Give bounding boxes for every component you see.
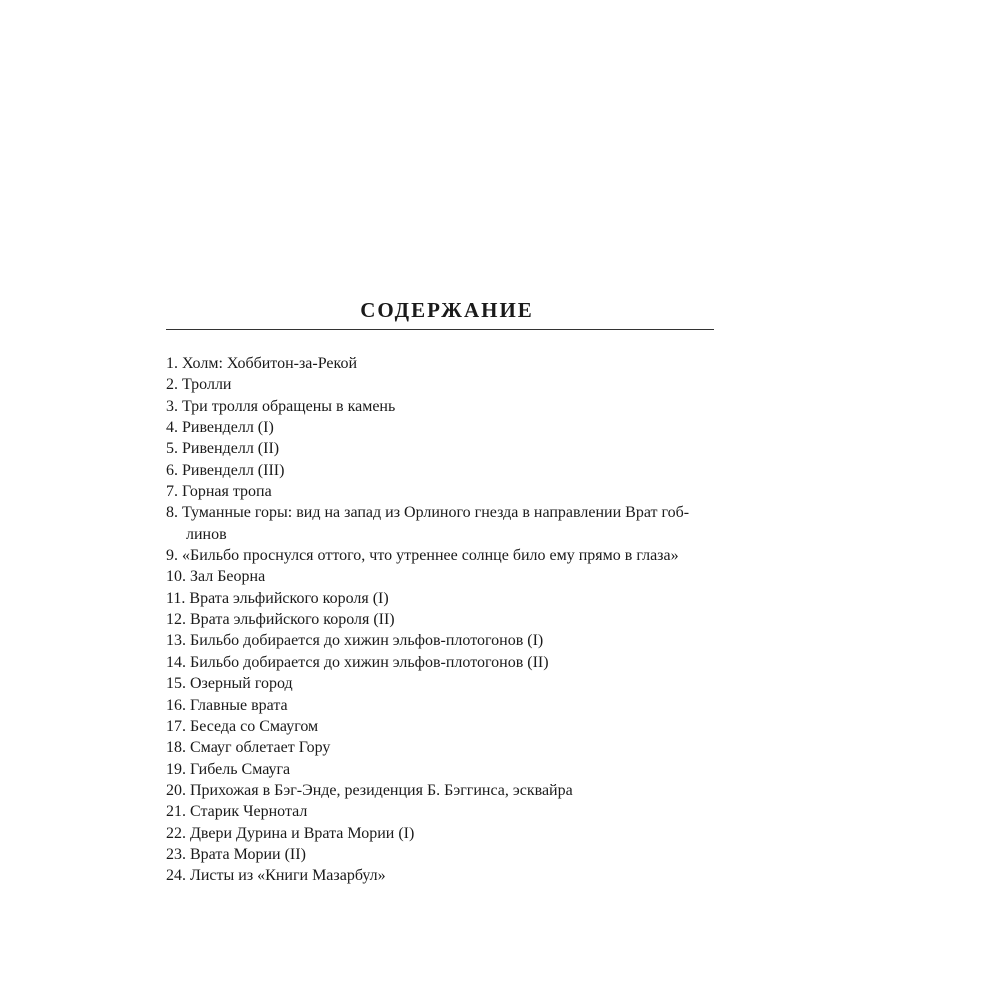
list-item: 6. Ривенделл (III) [166, 461, 285, 479]
page-title: СОДЕРЖАНИЕ [360, 298, 534, 322]
list-item: 17. Беседа со Смаугом [166, 717, 319, 735]
list-item: 2. Тролли [166, 376, 232, 394]
list-item: 7. Горная тропа [166, 483, 272, 501]
contents-list [166, 353, 714, 887]
list-item: 19. Гибель Смауга [166, 760, 291, 778]
list-item: 14. Бильбо добирается до хижин эльфов-плотогонов (II) [166, 653, 549, 671]
list-item-line-1: 8. Туманные горы: вид на запад из Орлиного гнезда в направлении Врат гоб- [166, 504, 690, 522]
toc-page [166, 290, 714, 887]
list-item: 23. Врата Мории (II) [166, 845, 306, 863]
list-item: 13. Бильбо добирается до хижин эльфов-плотогонов (I) [166, 632, 544, 650]
list-item: 9. «Бильбо проснулся оттого, что утреннее солнце било ему прямо в глаза» [166, 547, 679, 565]
list-item-line-2: линов [186, 525, 227, 543]
list-item: 11. Врата эльфийского короля (I) [166, 589, 389, 607]
list-item: 3. Три тролля обращены в камень [166, 397, 396, 415]
list-item: 20. Прихожая в Бэг-Энде, резиденция Б. Бэггинса, эсквайра [166, 781, 573, 799]
list-item: 22. Двери Дурина и Врата Мории (I) [166, 824, 415, 842]
list-item: 24. Листы из «Книги Мазарбул» [166, 867, 386, 885]
list-item: 10. Зал Беорна [166, 568, 266, 586]
list-item: 12. Врата эльфийского короля (II) [166, 611, 395, 629]
list-item: 16. Главные врата [166, 696, 288, 714]
list-item: 5. Ривенделл (II) [166, 440, 280, 458]
list-item: 4. Ривенделл (I) [166, 419, 274, 437]
title-divider [166, 329, 714, 330]
list-item: 15. Озерный город [166, 675, 293, 693]
list-item: 21. Старик Чернотал [166, 803, 308, 821]
list-item [166, 502, 714, 545]
list-item: 18. Смауг облетает Гору [166, 739, 331, 757]
list-item: 1. Холм: Хоббитон-за-Рекой [166, 355, 358, 372]
